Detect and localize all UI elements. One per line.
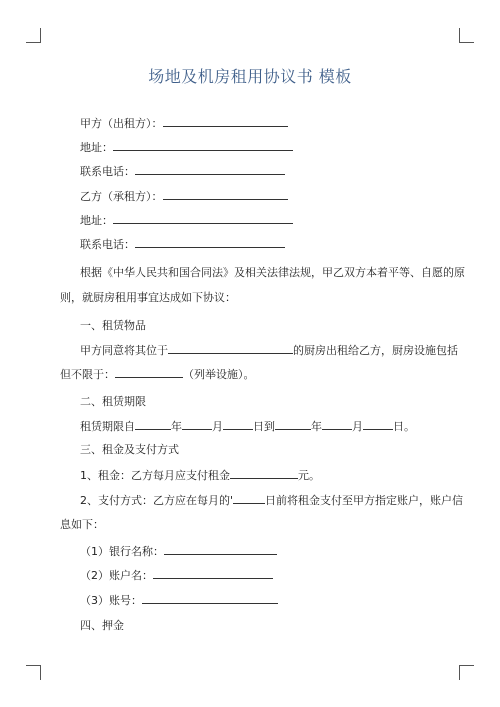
document-title: 场地及机房租用协议书 模板 [148, 67, 352, 86]
phone-field-1 [80, 163, 285, 180]
party-b-blank[interactable] [163, 188, 288, 200]
section-heading-2: 二、租赁期限 [80, 395, 146, 408]
party-b-label: 乙方（承租方）： [80, 190, 163, 203]
end-month-blank[interactable] [322, 418, 352, 430]
crop-mark-bottom-left [40, 665, 41, 680]
end-day-blank[interactable] [363, 418, 393, 430]
bank-name-label: （1）银行名称： [80, 545, 164, 558]
clause-1-line-1 [80, 342, 458, 359]
clause-1-line-2 [60, 366, 255, 383]
day-to-text: 日到 [253, 420, 275, 433]
phone-blank-2[interactable] [135, 236, 285, 248]
crop-mark-top-left [40, 28, 41, 43]
address-label-1: 地址： [80, 141, 113, 154]
location-blank[interactable] [168, 342, 293, 354]
account-number-blank[interactable] [142, 592, 278, 604]
bank-name-field [80, 543, 277, 560]
section-heading-3: 三、租金及支付方式 [80, 443, 179, 456]
phone-blank-1[interactable] [135, 163, 285, 175]
payment-text-b: 日前将租金支付至甲方指定账户，账户信 [265, 494, 464, 507]
party-a-blank[interactable] [163, 115, 288, 127]
crop-mark-bottom-right [459, 665, 474, 666]
payment-day-blank[interactable] [233, 492, 265, 504]
clause-1-text-a: 甲方同意将其位于 [80, 344, 168, 357]
address-field-1 [80, 139, 293, 156]
section-heading-1: 一、租赁物品 [80, 319, 146, 332]
clause-1-text-b: 的厨房出租给乙方，厨房设施包括 [293, 344, 458, 357]
clause-1-text-c: 但不限于： [60, 368, 115, 381]
rent-text-b: 元。 [298, 469, 320, 482]
rent-amount-blank[interactable] [230, 467, 298, 479]
rent-text-a: 1、租金：乙方每月应支付租金 [80, 469, 230, 482]
party-a-field [80, 115, 288, 132]
crop-mark-top-right [459, 28, 460, 43]
crop-mark-top-right [459, 42, 474, 43]
account-name-label: （2）账户名： [80, 569, 153, 582]
intro-paragraph-line-2: 则，就厨房租用事宜达成如下协议： [60, 291, 236, 304]
payment-text-a: 2、支付方式：乙方应在每月的' [80, 494, 234, 507]
year-unit-2: 年 [311, 420, 322, 433]
account-number-label: （3）账号： [80, 594, 142, 607]
rent-line [80, 467, 320, 484]
address-blank-1[interactable] [113, 139, 293, 151]
end-year-blank[interactable] [275, 418, 311, 430]
intro-paragraph-line-1: 根据《中华人民共和国合同法》及相关法律法规，甲乙双方本着平等、自愿的原 [80, 266, 465, 279]
facilities-blank[interactable] [115, 366, 183, 378]
crop-mark-bottom-right [459, 665, 460, 680]
address-label-2: 地址： [80, 214, 113, 227]
month-unit-1: 月 [212, 420, 223, 433]
clause-1-text-d: （列举设施）。 [183, 368, 255, 381]
phone-label-1: 联系电话： [80, 165, 135, 178]
term-start-text: 租赁期限自 [80, 420, 135, 433]
section-heading-4: 四、押金 [80, 619, 124, 632]
party-a-label: 甲方（出租方）： [80, 117, 163, 130]
address-field-2 [80, 212, 293, 229]
address-blank-2[interactable] [113, 212, 293, 224]
term-line [80, 418, 415, 435]
start-year-blank[interactable] [135, 418, 171, 430]
phone-label-2: 联系电话： [80, 238, 135, 251]
bank-name-blank[interactable] [164, 543, 277, 555]
start-day-blank[interactable] [223, 418, 253, 430]
crop-mark-top-left [26, 42, 41, 43]
account-name-field [80, 567, 273, 584]
day-end-text: 日。 [393, 420, 415, 433]
month-unit-2: 月 [352, 420, 363, 433]
phone-field-2 [80, 236, 285, 253]
year-unit-1: 年 [171, 420, 182, 433]
start-month-blank[interactable] [182, 418, 212, 430]
account-number-field [80, 592, 278, 609]
account-name-blank[interactable] [153, 567, 273, 579]
party-b-field [80, 188, 288, 205]
payment-line-1 [80, 492, 463, 509]
payment-line-2: 息如下： [60, 518, 104, 531]
crop-mark-bottom-left [26, 665, 41, 666]
